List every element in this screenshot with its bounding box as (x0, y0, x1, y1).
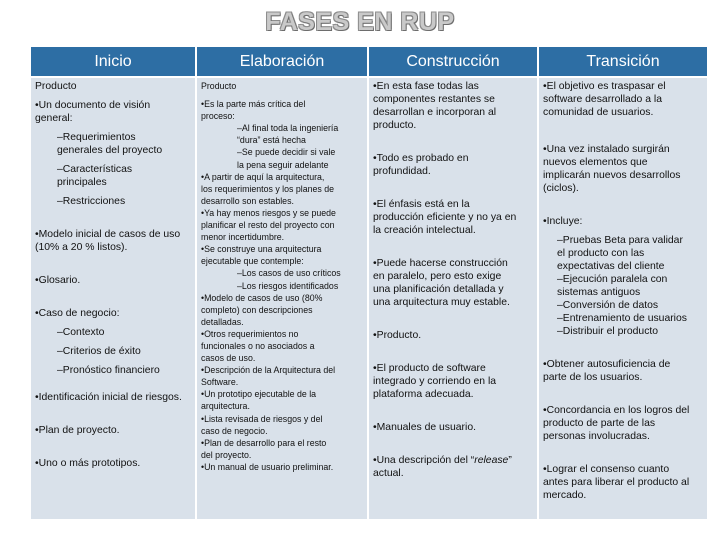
text-line: generales del proyecto (57, 145, 163, 156)
text-line: en paralelo, pero esto exige (373, 271, 502, 282)
text-line: •Lograr el consenso cuanto (543, 464, 670, 475)
text-line: personas involucradas. (543, 431, 650, 442)
text-line: planificar el resto del proyecto con (201, 220, 335, 231)
text-line: software desarrollado a la (543, 94, 662, 105)
phases-table (31, 47, 707, 519)
header-inicio: Inicio (31, 47, 195, 76)
cell-inicio (31, 78, 195, 519)
text-line: –Los riesgos identificados (237, 280, 339, 291)
text-line: –Pronóstico financiero (57, 365, 160, 376)
text-span: •Una descripción del “ (373, 455, 475, 466)
text-line: •Otros requerimientos no (201, 328, 299, 339)
text-line: •Se construye una arquitectura (201, 244, 322, 255)
text-line: componentes restantes se (373, 94, 495, 105)
text-line: Software. (201, 377, 239, 388)
cell-elaboracion (197, 78, 367, 519)
text-line: •Puede hacerse construcción (373, 258, 508, 269)
text-line: detalladas. (201, 316, 244, 327)
text-line: del proyecto. (201, 449, 252, 460)
text-line: sistemas antiguos (557, 287, 641, 298)
text-line: Producto (201, 81, 237, 91)
text-line: el producto con las (557, 248, 645, 259)
text-line: –Características (57, 164, 133, 175)
text-line: –Criterios de éxito (57, 346, 141, 357)
text-line: •Un documento de visión (35, 100, 151, 111)
text-line: •El énfasis está en la (373, 199, 470, 210)
text-line: una planificación detallada y (373, 284, 504, 295)
text-line: arquitectura. (201, 401, 250, 412)
text-line: –Conversión de datos (557, 300, 659, 311)
text-line: •El producto de software (373, 363, 486, 374)
header-elaboracion: Elaboración (197, 47, 367, 76)
text-line: •Lista revisada de riesgos y del (201, 413, 323, 424)
text-line: “dura” está hecha (237, 135, 306, 146)
header-construccion: Construcción (369, 47, 537, 76)
text-line (373, 454, 533, 467)
text-line: •Incluye: (543, 216, 583, 227)
text-line: –Se puede decidir si vale (237, 147, 336, 158)
text-line: •Un prototipo ejecutable de la (201, 389, 317, 400)
text-line: •El objetivo es traspasar el (543, 81, 666, 92)
text-line: –Contexto (57, 327, 105, 338)
text-line: •Descripción de la Arquitectura del (201, 365, 336, 376)
text-line: –Requerimientos (57, 132, 136, 143)
text-line: desarrollo son estables. (201, 195, 294, 206)
text-line: implicarán nuevos desarrollos (543, 170, 681, 181)
text-line: •Manuales de usuario. (373, 422, 476, 433)
text-line: actual. (373, 468, 404, 479)
text-line: –Ejecución paralela con (557, 274, 668, 285)
slide-title: FASES EN RUP (265, 8, 455, 36)
text-line: •Obtener autosuficiencia de (543, 359, 671, 370)
text-line: –Distribuir el producto (557, 326, 659, 337)
text-line: •En esta fase todas las (373, 81, 479, 92)
text-line: Producto (35, 81, 77, 92)
text-line: proceso: (201, 111, 235, 122)
text-line: •Modelo de casos de uso (80% (201, 292, 323, 303)
text-line: nuevos elementos que (543, 157, 648, 168)
text-line: •Caso de negocio: (35, 308, 120, 319)
text-line: •Una vez instalado surgirán (543, 144, 670, 155)
text-line: •Plan de proyecto. (35, 425, 120, 436)
text-line: •Ya hay menos riesgos y se puede (201, 207, 336, 218)
text-line: •Plan de desarrollo para el resto (201, 437, 327, 448)
text-line: la creación intelectual. (373, 225, 476, 236)
text-line: plataforma adecuada. (373, 389, 474, 400)
text-line: una arquitectura muy estable. (373, 297, 510, 308)
text-line: funcionales o no asociados a (201, 340, 315, 351)
text-line: integrado y corriendo en la (373, 376, 497, 387)
text-line: (10% a 20 % listos). (35, 242, 128, 253)
text-line: desarrollan e incorporan al (373, 107, 497, 118)
text-line: parte de los usuarios. (543, 372, 643, 383)
text-line: •Modelo inicial de casos de uso (35, 229, 181, 240)
text-line: •Producto. (373, 330, 422, 341)
text-line: general: (35, 113, 73, 124)
text-line: •Es la parte más crítica del (201, 99, 306, 110)
text-line: producto. (373, 120, 417, 131)
text-line: completo) con descripciones (201, 304, 313, 315)
text-line: producción eficiente y no ya en (373, 212, 517, 223)
text-line: mercado. (543, 490, 587, 501)
text-line: •Uno o más prototipos. (35, 458, 141, 469)
release-term: release (474, 455, 509, 466)
text-line: producto de parte de las (543, 418, 656, 429)
text-line: –Restricciones (57, 196, 126, 207)
text-line: principales (57, 177, 107, 188)
text-line: •Todo es probado en (373, 153, 469, 164)
text-line: –Al final toda la ingeniería (237, 123, 339, 134)
cell-transicion (539, 78, 707, 519)
text-line: casos de uso. (201, 353, 256, 364)
text-line: –Pruebas Beta para validar (557, 235, 683, 246)
cell-construccion (369, 78, 537, 519)
text-line: –Los casos de uso críticos (237, 268, 341, 279)
text-span: ” (508, 455, 512, 466)
text-line: profundidad. (373, 166, 431, 177)
text-line: •A partir de aquí la arquitectura, (201, 171, 325, 182)
text-line: caso de negocio. (201, 425, 268, 436)
text-line: •Identificación inicial de riesgos. (35, 392, 182, 403)
text-line: la pena seguir adelante (237, 159, 329, 170)
text-line: antes para liberar el producto al (543, 477, 690, 488)
text-line: ejecutable que contemple: (201, 256, 304, 267)
text-line: •Un manual de usuario preliminar. (201, 461, 334, 472)
text-line: comunidad de usuarios. (543, 107, 654, 118)
text-line: (ciclos). (543, 183, 579, 194)
text-line: los requerimientos y los planes de (201, 183, 335, 194)
header-transicion: Transición (539, 47, 707, 76)
text-line: –Entrenamiento de usuarios (557, 313, 687, 324)
text-line: •Glosario. (35, 275, 81, 286)
text-line: expectativas del cliente (557, 261, 665, 272)
text-line: menor incertidumbre. (201, 232, 285, 243)
text-line: •Concordancia en los logros del (543, 405, 690, 416)
